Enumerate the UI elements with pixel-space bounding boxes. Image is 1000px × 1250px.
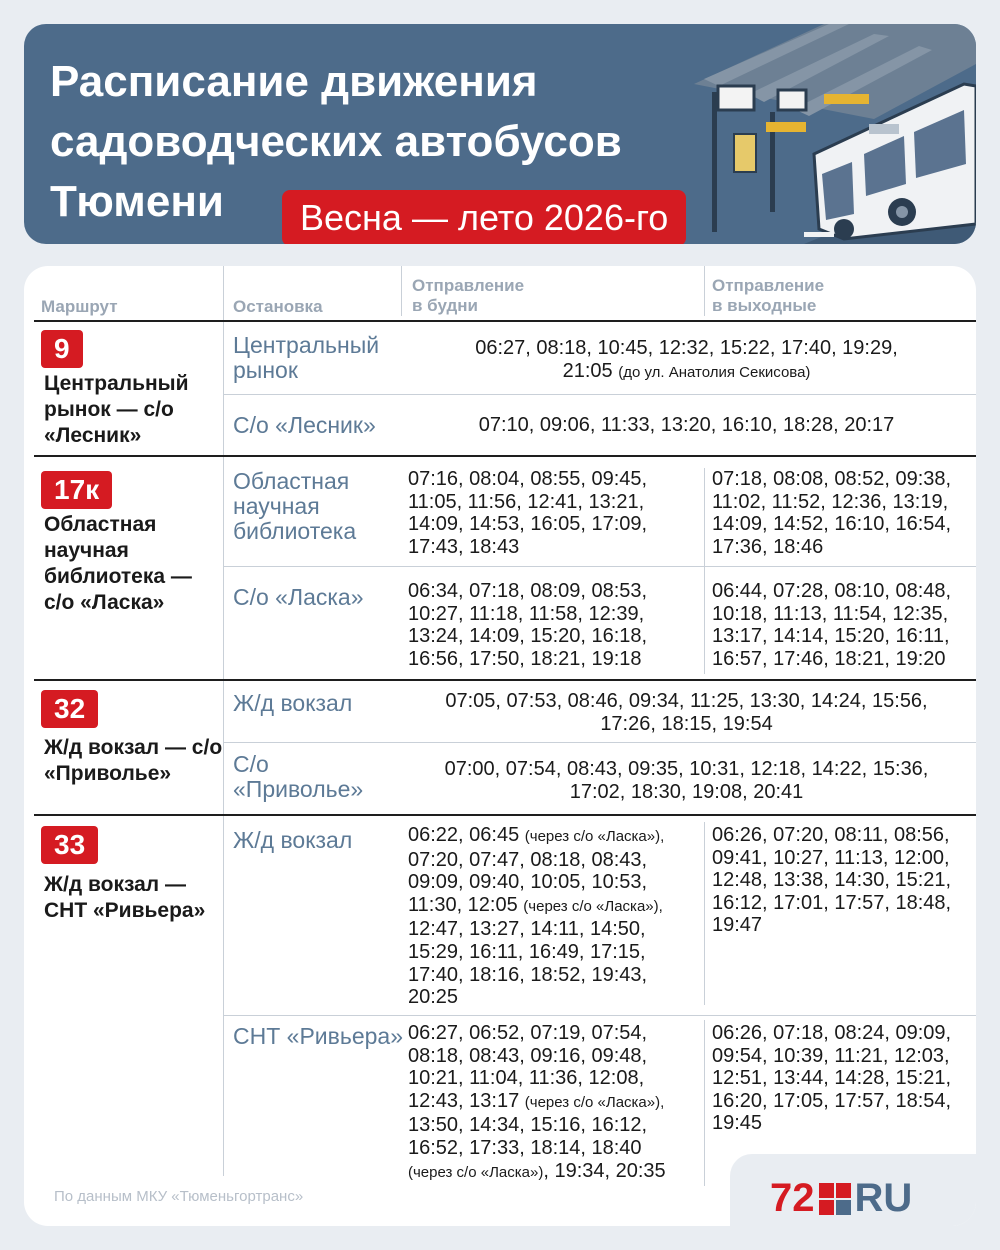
times-line: 17:26, 18:15, 19:54	[600, 712, 773, 735]
times-note: (через с/о «Ласка»),	[523, 897, 663, 915]
stop-name: Областная научная библиотека	[233, 468, 357, 544]
times-text: , 19:34, 20:35	[543, 1159, 666, 1182]
col-header-weekdays-line2: в будни	[412, 296, 478, 315]
times-line: 12:47, 13:27, 14:11, 14:50,	[408, 918, 646, 941]
times-note: (до ул. Анатолия Секисова)	[618, 363, 811, 381]
col-header-weekends	[712, 276, 824, 316]
times-line: 20:25	[408, 986, 459, 1009]
title-line-1: Расписание движения	[50, 57, 538, 106]
stop-name: С/о «Приволье»	[233, 751, 364, 802]
times-line: 09:09, 09:40, 10:05, 10:53,	[408, 871, 648, 894]
times-line: 07:05, 07:53, 08:46, 09:34, 11:25, 13:30, 14:24, 15:56,	[445, 690, 928, 712]
col-header-weekends-line1: Отправление	[712, 276, 825, 295]
schedule-card	[24, 266, 976, 1226]
departure-times-weekends: 06:26, 07:20, 08:11, 08:56, 09:41, 10:27, 11:13, 12:00, 12:48, 13:38, 14:30, 15:21, 16:12, 17:01, 17:57, 18:48, 19:47	[712, 824, 952, 937]
route-number-badge: 33	[41, 826, 98, 864]
departure-times-weekdays: 06:34, 07:18, 08:09, 08:53, 10:27, 11:18, 11:58, 12:39, 13:24, 14:09, 15:20, 16:18, 16:56, 17:50, 18:21, 19:18	[408, 580, 648, 670]
bus-stop-illustration	[674, 24, 976, 244]
times-line	[404, 360, 969, 385]
row-divider	[34, 320, 976, 322]
times-line	[408, 1090, 704, 1115]
row-divider	[34, 455, 976, 457]
route-name: Ж/д вокзал — СНТ «Ривьера»	[44, 873, 206, 922]
logo-72ru	[770, 1178, 912, 1218]
times-line: 07:00, 07:54, 08:43, 09:35, 10:31, 12:18, 14:22, 15:36,	[444, 758, 929, 780]
times-line	[408, 1160, 704, 1185]
row-divider-thin	[223, 1015, 976, 1016]
stop-name: С/о «Ласка»	[233, 584, 364, 610]
title-line-2: садоводческих автобусов	[50, 117, 622, 166]
departure-times-weekends: 06:26, 07:18, 08:24, 09:09, 09:54, 10:39, 11:21, 12:03, 12:51, 13:44, 14:28, 15:21, 16:20, 17:05, 17:57, 18:54, 19:45	[712, 1022, 952, 1135]
divider-33-weekends-2	[704, 1020, 705, 1186]
col-header-stop: Остановка	[233, 297, 323, 316]
route-name: Ж/д вокзал — с/о «Приволье»	[44, 736, 223, 785]
departure-times-all-days	[404, 337, 969, 384]
times-line: 07:20, 07:47, 08:18, 08:43,	[408, 848, 648, 871]
times-text: 11:30, 12:05	[408, 893, 524, 916]
times-note: (через с/о «Ласка»)	[408, 1163, 544, 1181]
times-line: 13:50, 14:34, 15:16, 16:12,	[408, 1114, 648, 1137]
divider-stop-times-head	[401, 266, 402, 316]
times-line: 08:18, 08:43, 09:16, 09:48,	[408, 1044, 648, 1067]
stop-name: Центральный рынок	[233, 332, 380, 383]
departure-times-weekends: 06:44, 07:28, 08:10, 08:48, 10:18, 11:13, 11:54, 12:35, 13:17, 14:14, 15:20, 16:11, 16:57, 17:46, 18:21, 19:20	[712, 580, 952, 670]
col-header-weekdays	[412, 276, 524, 316]
stop-name: С/о «Лесник»	[233, 412, 376, 438]
times-note: (через с/о «Ласка»),	[524, 828, 665, 845]
col-header-weekends-line2: в выходные	[712, 296, 817, 315]
season-badge: Весна — лето 2026-го	[282, 190, 686, 244]
times-line: 10:21, 11:04, 11:36, 12:08,	[408, 1067, 645, 1090]
route-number-badge: 17к	[41, 471, 112, 509]
departure-times-all-days	[404, 758, 969, 803]
departure-times-weekends: 07:18, 08:08, 08:52, 09:38, 11:02, 11:52, 12:36, 13:19, 14:09, 14:52, 16:10, 16:54, 17:36, 18:46	[712, 468, 952, 558]
divider-weekdays-weekends-head	[704, 266, 705, 316]
source-note: По данным МКУ «Тюменьгортранс»	[54, 1188, 304, 1205]
title-line-3: Тюмени	[50, 177, 224, 226]
route-number-badge: 9	[41, 330, 83, 368]
times-line: 17:02, 18:30, 19:08, 20:41	[569, 780, 804, 803]
row-divider	[34, 814, 976, 816]
row-divider	[34, 679, 976, 681]
times-text: 21:05	[562, 359, 613, 382]
row-divider-thin	[223, 566, 976, 567]
route-name: Областная научная библиотека — с/о «Ласка»	[44, 513, 192, 614]
route-name: Центральный рынок — с/о «Лесник»	[44, 372, 189, 447]
times-line	[408, 894, 704, 919]
times-note: (через с/о «Ласка»),	[524, 1093, 665, 1111]
departure-times-all-days: 07:10, 09:06, 11:33, 13:20, 16:10, 18:28, 20:17	[478, 414, 895, 436]
divider-17k-weekends	[704, 468, 705, 674]
departure-times-all-days	[404, 690, 969, 735]
logo-number: 72	[770, 1176, 815, 1220]
times-line: 06:27, 08:18, 10:45, 12:32, 15:22, 17:40, 19:29,	[475, 337, 898, 359]
col-header-route: Маршрут	[41, 297, 118, 316]
times-line	[408, 824, 704, 849]
times-line: 16:52, 17:33, 18:14, 18:40	[408, 1136, 642, 1159]
logo-suffix: RU	[854, 1176, 913, 1220]
stop-name: СНТ «Ривьера»	[233, 1023, 404, 1049]
logo-square-icon	[819, 1182, 851, 1214]
stop-name: Ж/д вокзал	[233, 827, 353, 853]
divider-33-weekends	[704, 822, 705, 1005]
row-divider-thin	[223, 742, 976, 743]
stop-name: Ж/д вокзал	[233, 690, 353, 716]
times-text: 12:43, 13:17	[408, 1089, 525, 1112]
departure-times-weekdays	[408, 824, 704, 1009]
times-text: 06:22, 06:45	[408, 824, 525, 846]
times-line: 15:29, 16:11, 16:49, 17:15,	[408, 940, 646, 963]
row-divider-thin	[223, 394, 976, 395]
route-number-badge: 32	[41, 690, 98, 728]
departure-times-weekdays	[408, 1022, 704, 1184]
header-banner	[24, 24, 976, 244]
col-header-weekdays-line1: Отправление	[412, 276, 525, 295]
departure-times-weekdays: 07:16, 08:04, 08:55, 09:45, 11:05, 11:56, 12:41, 13:21, 14:09, 14:53, 16:05, 17:09, 17:43, 18:43	[408, 468, 648, 558]
times-line: 17:40, 18:16, 18:52, 19:43,	[408, 963, 648, 986]
times-line: 06:27, 06:52, 07:19, 07:54,	[408, 1022, 648, 1044]
